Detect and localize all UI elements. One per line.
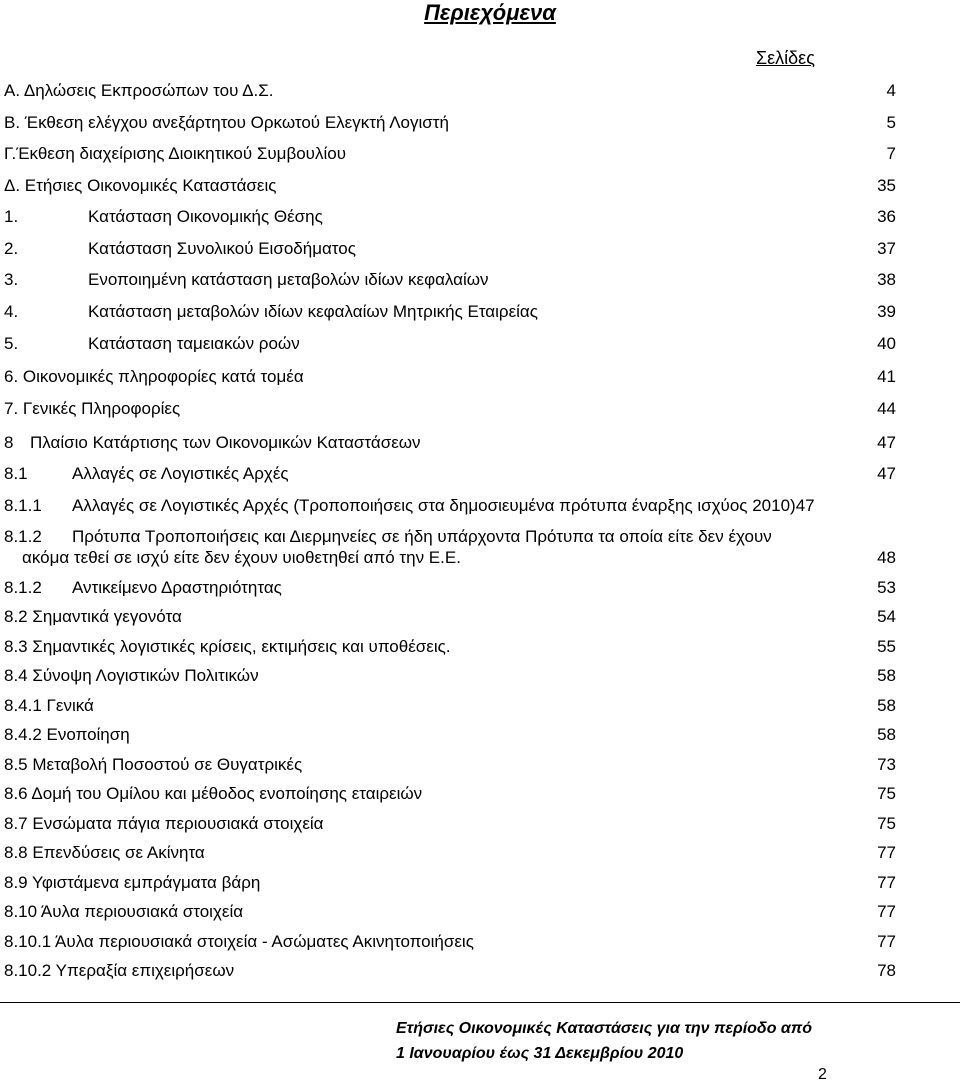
toc-entry-number: 8.1.1 (4, 496, 42, 515)
toc-entry-title[interactable]: Ενοποιημένη κατάσταση μεταβολών ιδίων κεφαλαίων (88, 270, 489, 289)
toc-entry-page: 41 (877, 367, 896, 386)
toc-entry-page: 58 (877, 666, 896, 685)
toc-entry-number: 8.1.2 (4, 578, 42, 597)
toc-entry-title[interactable]: 8.7 Ενσώματα πάγια περιουσιακά στοιχεία (4, 814, 324, 833)
toc-entry-page: 55 (877, 637, 896, 656)
toc-entry-title[interactable]: Κατάσταση μεταβολών ιδίων κεφαλαίων Μητρικής Εταιρείας (88, 302, 538, 321)
toc-entry-title[interactable]: Αντικείμενο Δραστηριότητας (72, 578, 282, 597)
toc-entry-title[interactable]: Γ.Έκθεση διαχείρισης Διοικητικού Συμβουλίου (4, 144, 347, 163)
toc-entry-title[interactable]: 8.4 Σύνοψη Λογιστικών Πολιτικών (4, 666, 259, 685)
toc-entry-page: 78 (877, 961, 896, 980)
toc-entry-title[interactable]: 8.4.1 Γενικά (4, 696, 94, 715)
toc-entry-page: 39 (877, 302, 896, 321)
toc-entry-number: 1. (4, 207, 19, 226)
toc-entry-title[interactable]: 8.10.2 Υπεραξία επιχειρήσεων (4, 961, 235, 980)
toc-entry-page: 54 (877, 607, 896, 626)
toc-entry-page: 77 (877, 843, 896, 862)
toc-entry-page: 48 (877, 548, 896, 567)
toc-entry-page: 47 (877, 433, 896, 452)
toc-entry-title[interactable]: Κατάσταση Οικονομικής Θέσης (88, 207, 323, 226)
toc-entry-title[interactable]: Β. Έκθεση ελέγχου ανεξάρτητου Ορκωτού Ελεγκτή Λογιστή (4, 113, 449, 132)
toc-entry-page: 7 (886, 144, 896, 163)
toc-entry-page: 37 (877, 239, 896, 258)
toc-entry-title[interactable]: 8.2 Σημαντικά γεγονότα (4, 607, 182, 626)
toc-entry-number: 8.1 (4, 464, 28, 483)
toc-entry-page: 38 (877, 270, 896, 289)
toc-entry-title[interactable]: Αλλαγές σε Λογιστικές Αρχές (Τροποποιήσεις στα δημοσιευμένα πρότυπα έναρξης ισχύος 2010)47 (72, 496, 815, 515)
toc-entry-page: 75 (877, 814, 896, 833)
toc-entry-title[interactable]: 8.10 Άυλα περιουσιακά στοιχεία (4, 902, 244, 921)
toc-entry-page: 5 (886, 113, 896, 132)
toc-entry-title[interactable]: 7. Γενικές Πληροφορίες (4, 399, 181, 418)
toc-entry-page: 77 (877, 932, 896, 951)
toc-entry-title[interactable]: 8.3 Σημαντικές λογιστικές κρίσεις, εκτιμήσεις και υποθέσεις. (4, 637, 451, 656)
toc-entry-title[interactable]: Κατάσταση Συνολικού Εισοδήματος (88, 239, 356, 258)
toc-entry-page: 58 (877, 696, 896, 715)
toc-entry-page: 44 (877, 399, 896, 418)
toc-entry-number: 5. (4, 334, 19, 353)
footer-divider (0, 1002, 960, 1003)
toc-entry-number: 2. (4, 239, 19, 258)
toc-entry-title[interactable]: 8.9 Υφιστάμενα εμπράγματα βάρη (4, 873, 261, 892)
toc-entry-number: 8.1.2 (4, 527, 42, 546)
toc-entry-title[interactable]: 8.5 Μεταβολή Ποσοστού σε Θυγατρικές (4, 755, 303, 774)
toc-entry-page: 40 (877, 334, 896, 353)
footer-period-line2: 1 Ιανουαρίου έως 31 Δεκεμβρίου 2010 (396, 1045, 684, 1062)
toc-entry-page: 35 (877, 176, 896, 195)
page-number: 2 (818, 1066, 827, 1083)
toc-entry-number: 8 (4, 433, 14, 452)
toc-entry-number: 4. (4, 302, 19, 321)
toc-entry-page: 77 (877, 902, 896, 921)
toc-entry-title[interactable]: Α. Δηλώσεις Εκπροσώπων του Δ.Σ. (4, 81, 274, 100)
pages-column-label: Σελίδες (756, 48, 815, 68)
toc-entry-page: 75 (877, 784, 896, 803)
footer-period-line1: Ετήσιες Οικονομικές Καταστάσεις για την περίοδο από (396, 1020, 812, 1037)
toc-entry-page: 53 (877, 578, 896, 597)
toc-entry-number: 3. (4, 270, 19, 289)
toc-entry-page: 73 (877, 755, 896, 774)
toc-entry-page: 4 (886, 81, 896, 100)
toc-entry-page: 47 (877, 464, 896, 483)
toc-entry-title[interactable]: Αλλαγές σε Λογιστικές Αρχές (72, 464, 289, 483)
toc-entry-title[interactable]: Κατάσταση ταμειακών ροών (88, 334, 300, 353)
toc-entry-title-continued[interactable]: ακόμα τεθεί σε ισχύ είτε δεν έχουν υιοθετηθεί από την Ε.Ε. (22, 548, 461, 567)
toc-entry-title[interactable]: 8.8 Επενδύσεις σε Ακίνητα (4, 843, 205, 862)
toc-entry-page: 58 (877, 725, 896, 744)
toc-entry-title[interactable]: 6. Οικονομικές πληροφορίες κατά τομέα (4, 367, 304, 386)
toc-entry-title[interactable]: 8.10.1 Άυλα περιουσιακά στοιχεία - Ασώματες Ακινητοποιήσεις (4, 932, 474, 951)
toc-entry-title[interactable]: Πλαίσιο Κατάρτισης των Οικονομικών Καταστάσεων (30, 433, 421, 452)
toc-entry-title[interactable]: Δ. Ετήσιες Οικονομικές Καταστάσεις (4, 176, 277, 195)
toc-entry-title[interactable]: 8.6 Δομή του Ομίλου και μέθοδος ενοποίησης εταιρειών (4, 784, 423, 803)
toc-entry-page: 77 (877, 873, 896, 892)
page-title: Περιεχόμενα (424, 0, 556, 25)
toc-entry-title[interactable]: Πρότυπα Τροποποιήσεις και Διερμηνείες σε ήδη υπάρχοντα Πρότυπα τα οποία είτε δεν έχουν (72, 527, 772, 546)
toc-entry-title[interactable]: 8.4.2 Ενοποίηση (4, 725, 130, 744)
toc-entry-page: 36 (877, 207, 896, 226)
